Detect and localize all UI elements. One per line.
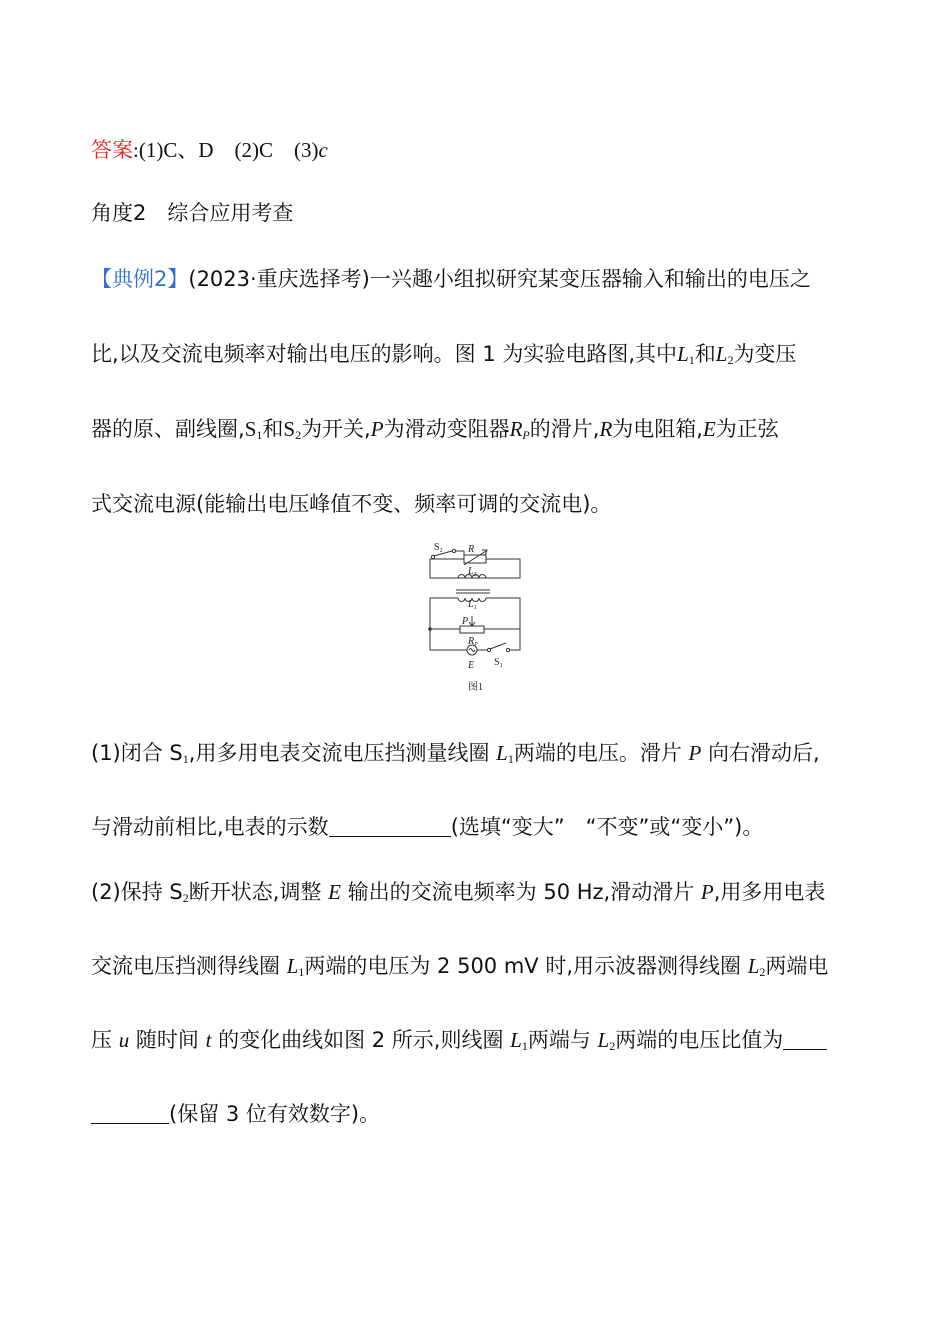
q2-symbol-L2b: L <box>597 1028 610 1052</box>
word-slider: 的滑片, <box>529 417 600 441</box>
s1-right-contact <box>506 648 509 651</box>
answer-label: 答案 <box>91 138 133 162</box>
q2-text-d: ,用多用电表 <box>713 880 826 904</box>
q2-line-2 <box>91 951 828 987</box>
symbol-L1: L <box>677 342 689 366</box>
q2-symbol-L1: L <box>286 954 299 978</box>
label-l1: $L_1$ <box>468 599 477 611</box>
label-e: E <box>468 660 475 671</box>
q2-symbol-t: t <box>205 1028 212 1052</box>
q1-text-b: ,用多用电表交流电压挡测量线圈 <box>188 741 490 765</box>
word-resistor-box: 为电阻箱, <box>612 417 703 441</box>
q1-line-1 <box>91 738 820 774</box>
label-s2: $S_2$ <box>434 542 443 554</box>
q2-text-m: (保留 3 位有效数字)。 <box>169 1102 381 1126</box>
example-line-3 <box>91 414 779 450</box>
q2-line-1 <box>91 877 825 913</box>
example-line-1 <box>91 264 811 294</box>
label-p: P <box>462 616 469 627</box>
sub-2: 2 <box>727 353 734 367</box>
q2-text-g: 两端电 <box>765 954 829 978</box>
q2-text-k: 两端与 <box>527 1028 591 1052</box>
q1-text-a: (1)闭合 S <box>91 741 183 765</box>
symbol-R: R <box>599 417 613 441</box>
example-line-4: 式交流电源(能输出电压峰值不变、频率可调的交流电)。 <box>91 492 612 516</box>
label-r: R <box>468 544 475 555</box>
q2-symbol-u: u <box>118 1028 130 1052</box>
answer-line <box>91 135 328 165</box>
symbol-P: P <box>370 417 384 441</box>
q2-text-j: 的变化曲线如图 2 所示,则线圈 <box>218 1028 504 1052</box>
q2-text-i: 随时间 <box>135 1028 199 1052</box>
q2-symbol-L1b: L <box>510 1028 522 1052</box>
word-transformer: 为变压 <box>733 342 797 366</box>
word-sine: 为正弦 <box>715 417 779 441</box>
junction-dot <box>428 627 432 631</box>
answer-italic: c <box>318 138 328 162</box>
q2-sub-L1: 1 <box>298 965 305 979</box>
q2-text-b: 断开状态,调整 <box>188 880 322 904</box>
q2-symbol-L2: L <box>747 954 760 978</box>
sub-s2: 2 <box>295 428 302 442</box>
q2-text-l: 两端的电压比值为 <box>615 1028 784 1052</box>
symbol-S2: S <box>283 417 296 441</box>
q2-sub-L2b: 2 <box>609 1039 616 1053</box>
q1-text-c: 两端的电压。滑片 <box>513 741 682 765</box>
q2-symbol-P: P <box>700 880 714 904</box>
label-s1: $S_1$ <box>494 657 503 669</box>
symbol-S1: S <box>244 417 257 441</box>
q2-line-4 <box>91 1099 380 1129</box>
q1-answer-blank[interactable] <box>329 816 451 837</box>
q1-text-e: 与滑动前相比,电表的示数 <box>91 815 329 839</box>
word-switch: 为开关, <box>301 417 371 441</box>
q2-answer-blank-a[interactable] <box>783 1029 827 1050</box>
q2-sub-2: 2 <box>182 891 189 905</box>
sub-p: P <box>522 428 530 442</box>
q1-symbol-L1: L <box>496 741 508 765</box>
q1-text-f: (选填“变大” “不变”或“变小”)。 <box>450 815 764 839</box>
rheostat-rp <box>460 626 484 633</box>
example-text-3: 器的原、副线圈, <box>91 417 245 441</box>
q2-sub-L1b: 1 <box>521 1039 528 1053</box>
q2-symbol-E: E <box>328 880 341 904</box>
section-heading: 角度2 综合应用考查 <box>91 201 294 225</box>
example-text-2: 比,以及交流电频率对输出电压的影响。图 1 为实验电路图,其中 <box>91 342 678 366</box>
answer-text: :(1)C、D (2)C (3) <box>133 138 319 162</box>
q2-line-3 <box>91 1025 827 1061</box>
sub-1: 1 <box>688 353 695 367</box>
q1-symbol-P: P <box>688 741 702 765</box>
label-rp: $R_P$ <box>468 636 478 648</box>
q2-text-h: 压 <box>91 1028 112 1052</box>
circuit-diagram <box>424 538 528 698</box>
example-text-1: (2023·重庆选择考)一兴趣小组拟研究某变压器输入和输出的电压之 <box>188 267 811 291</box>
word-and: 和 <box>694 342 716 366</box>
word-and-2: 和 <box>262 417 284 441</box>
q2-text-a: (2)保持 S <box>91 880 183 904</box>
q2-text-c: 输出的交流电频率为 50 Hz,滑动滑片 <box>347 880 695 904</box>
example-tag: 【典例2】 <box>91 267 189 291</box>
resistor-box-r <box>464 555 486 563</box>
word-rheostat: 为滑动变阻器 <box>383 417 510 441</box>
figure-caption: 图1 <box>468 682 483 693</box>
q1-text-d: 向右滑动后, <box>708 741 820 765</box>
q2-sub-L2: 2 <box>759 965 766 979</box>
example-line-2 <box>91 339 796 375</box>
symbol-E: E <box>702 417 716 441</box>
q1-line-2 <box>91 812 763 842</box>
symbol-L2: L <box>715 342 728 366</box>
sub-s1: 1 <box>256 428 263 442</box>
q2-answer-blank-b[interactable] <box>91 1103 169 1124</box>
label-l2: $L_2$ <box>468 566 477 578</box>
q2-text-f: 两端的电压为 2 500 mV 时,用示波器测得线圈 <box>304 954 742 978</box>
q1-sub-1: 1 <box>182 752 189 766</box>
q1-sub-L1: 1 <box>507 752 514 766</box>
q2-text-e: 交流电压挡测得线圈 <box>91 954 280 978</box>
symbol-RP: R <box>509 417 523 441</box>
